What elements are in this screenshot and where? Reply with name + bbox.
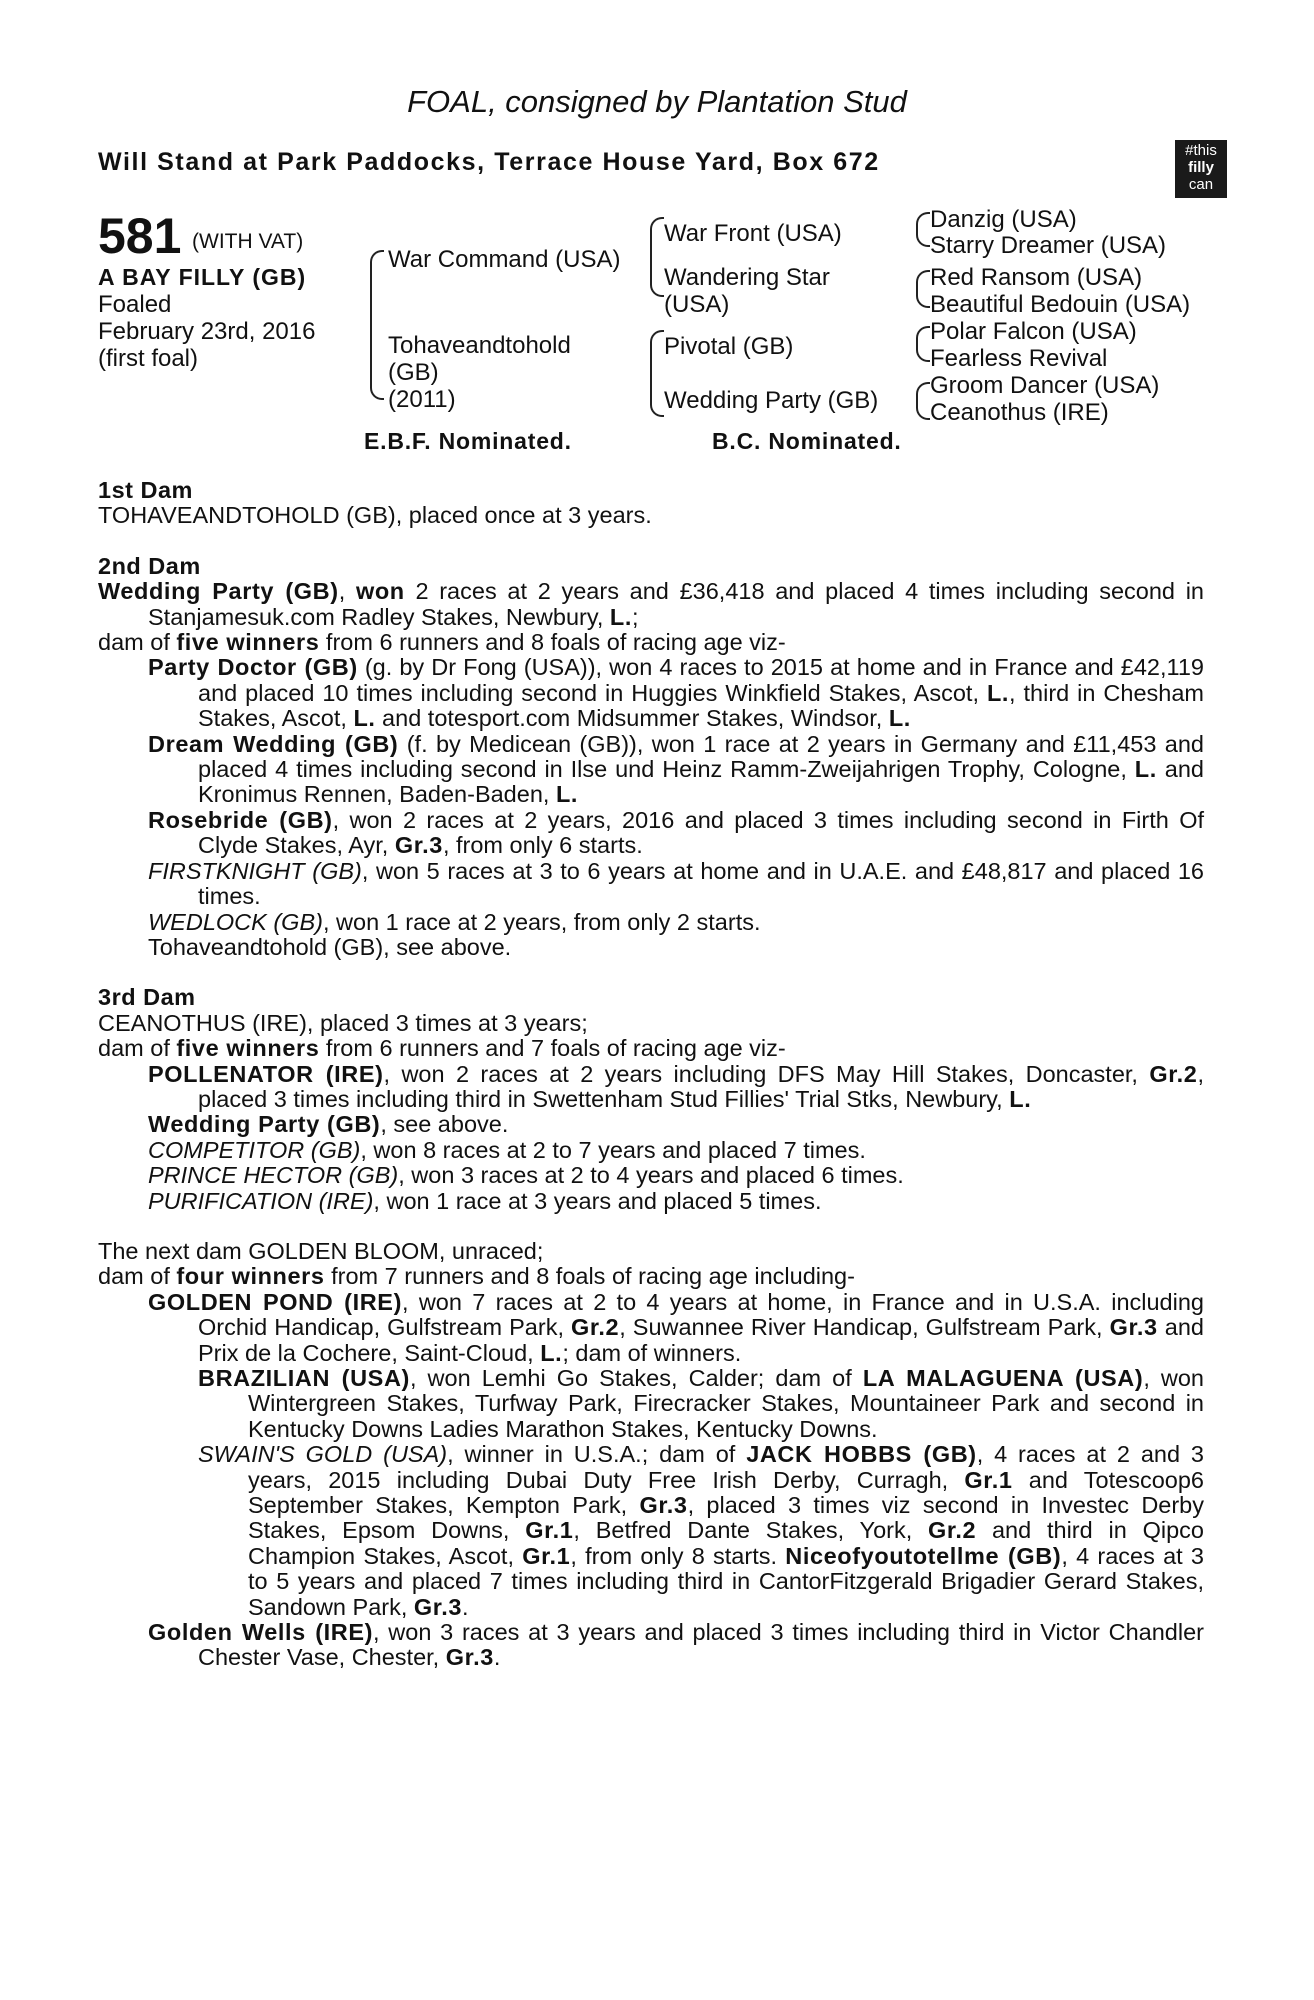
pedigree-brace [916,326,930,342]
list-item: COMPETITOR (GB), won 8 races at 2 to 7 years and placed 7 times. [148,1136,866,1163]
list-item: WEDLOCK (GB), won 1 race at 2 years, from only 2 starts. [148,908,761,935]
foaled-label: Foaled [98,291,172,318]
pedigree-brace [916,227,930,247]
list-item: SWAIN'S GOLD (USA), winner in U.S.A.; dam of JACK HOBBS (GB), 4 races at 2 and 3 years, 2015 including Dubai Duty Free Irish Derby, Curragh, Gr.1 and Totescoop6 September Stakes, Kempton Park, Gr.3, placed 3 times viz second in Investec Derby Stakes, Epsom Downs, Gr.1, Betfred Dante Stakes, York, Gr.2 and third in Qipco Champion Stakes, Ascot, Gr.1, from only 8 starts. Niceofyoutotellme (GB), 4 races at 3 to 5 years and placed 7 times including third in CantorFitzgerald Brigadier Gerard Stakes, Sandown Park, Gr.3. [198,1441,1205,1620]
list-item: POLLENATOR (IRE), won 2 races at 2 years including DFS May Hill Stakes, Doncaster, Gr.2, placed 3 times including third in Swettenham Stud Fillies' Trial Stks, Newbury, L. [148,1060,1204,1112]
foaled-date: February 23rd, 2016 [98,318,316,345]
third-dam-record: CEANOTHUS (IRE), placed 3 times at 3 years; [98,1009,588,1036]
catalogue-body [98,478,1204,1671]
list-item: Wedding Party (GB), see above. [148,1111,509,1138]
first-foal-note: (first foal) [98,345,199,372]
grandsire-5: Polar Falcon (USA) [930,318,1137,345]
dam-sire: Pivotal (GB) [664,333,794,360]
lot-number: 581 [98,208,182,264]
second-dam-heading: 2nd Dam [98,552,201,579]
pedigree-brace [370,320,384,400]
next-dam-produce-line: dam of four winners from 7 runners and 8 foals of racing age including- [98,1263,855,1290]
list-item: Party Doctor (GB) (g. by Dr Fong (USA)), won 4 races to 2015 at home and in France and £42,119 and placed 10 times including second in Huggies Winkfield Stakes, Ascot, L., third in Chesham Stakes, Ascot, L. and totesport.com Midsummer Stakes, Windsor, L. [148,654,1204,732]
dam-dam: Wedding Party (GB) [664,387,879,414]
list-item: FIRSTKNIGHT (GB), won 5 races at 3 to 6 years at home and in U.A.E. and £48,817 and placed 16 times. [148,857,1204,910]
first-dam-heading: 1st Dam [98,477,193,503]
dam-line-1: Tohaveandtohold [388,332,571,359]
list-item: Dream Wedding (GB) (f. by Medicean (GB)), won 1 race at 2 years in Germany and £11,453 and placed 4 times including second in Ilse und Heinz Ramm-Zweijahrigen Trophy, Cologne, L. and Kronimus Rennen, Baden-Baden, L. [148,730,1204,808]
bc-nominated: B.C. Nominated. [712,428,902,454]
list-item: Golden Wells (IRE), won 3 races at 3 years and placed 3 times including third in Victor Chandler Chester Vase, Chester, Gr.3. [148,1619,1204,1671]
first-dam-text: TOHAVEANDTOHOLD (GB), placed once at 3 years. [98,502,652,529]
pedigree-brace [916,288,930,308]
second-dam-record: Wedding Party (GB), won 2 races at 2 years and £36,418 and placed 4 times including second in Stanjamesuk.com Radley Stakes, Newbury, L.; [98,578,1205,630]
granddam-2: Starry Dreamer (USA) [930,232,1167,259]
vat-note: (WITH VAT) [192,230,304,253]
list-item: BRAZILIAN (USA), won Lemhi Go Stakes, Calder; dam of LA MALAGUENA (USA), won Wintergreen Stakes, Turfway Park, Firecracker Stakes, Mountaineer Park and second in Kentucky Downs Ladies Marathon Stakes, Kentucky Downs. [198,1365,1205,1442]
grandsire-7: Groom Dancer (USA) [930,372,1160,399]
pedigree-brace [916,398,930,420]
pedigree-brace [370,250,384,320]
granddam-4: Beautiful Bedouin (USA) [930,291,1191,318]
pedigree-brace [650,257,664,297]
dam-line-3: (2011) [388,386,456,413]
next-dam-record: The next dam GOLDEN BLOOM, unraced; [98,1237,544,1264]
list-item: GOLDEN POND (IRE), won 7 races at 2 to 4 years at home, in France and in U.S.A. including Orchid Handicap, Gulfstream Park, Gr.2, Suwannee River Handicap, Gulfstream Park, Gr.3 and Prix de la Cochere, Saint-Cloud, L.; dam of winners. [148,1288,1204,1366]
pedigree-brace [916,382,930,398]
this-filly-can-logo: #this filly can [1175,140,1227,198]
list-item: Rosebride (GB), won 2 races at 2 years, 2016 and placed 3 times including second in Firth Of Clyde Stakes, Ayr, Gr.3, from only 6 starts. [148,806,1204,859]
sire-sire: War Front (USA) [664,220,842,247]
granddam-6: Fearless Revival [930,345,1108,372]
pedigree-brace [916,212,930,227]
pedigree-brace [650,375,664,417]
dam-line-2: (GB) [388,359,439,386]
third-dam-heading: 3rd Dam [98,984,196,1011]
pedigree-brace [916,342,930,362]
granddam-8: Ceanothus (IRE) [930,399,1109,426]
list-item: PURIFICATION (IRE), won 1 race at 3 years and placed 5 times. [148,1187,822,1214]
sire-dam-line-1: Wandering Star [664,264,830,291]
second-dam-produce-line: dam of five winners from 6 runners and 8 foals of racing age viz- [98,629,786,656]
ebf-nominated: E.B.F. Nominated. [364,428,572,454]
sire: War Command (USA) [388,246,621,273]
stand-location: Will Stand at Park Paddocks, Terrace House Yard, Box 672 [98,148,880,176]
list-item: PRINCE HECTOR (GB), won 3 races at 2 to 4 years and placed 6 times. [148,1162,904,1189]
third-dam-produce-line: dam of five winners from 6 runners and 7 foals of racing age viz- [98,1035,786,1062]
horse-name: A BAY FILLY (GB) [98,264,307,290]
pedigree-brace [916,270,930,288]
pedigree-brace [650,217,664,257]
pedigree-brace [650,330,664,375]
page-title: FOAL, consigned by Plantation Stud [407,84,907,119]
grandsire-1: Danzig (USA) [930,206,1077,233]
grandsire-3: Red Ransom (USA) [930,264,1143,291]
sire-dam-line-2: (USA) [664,291,730,318]
list-item: Tohaveandtohold (GB), see above. [148,933,512,960]
